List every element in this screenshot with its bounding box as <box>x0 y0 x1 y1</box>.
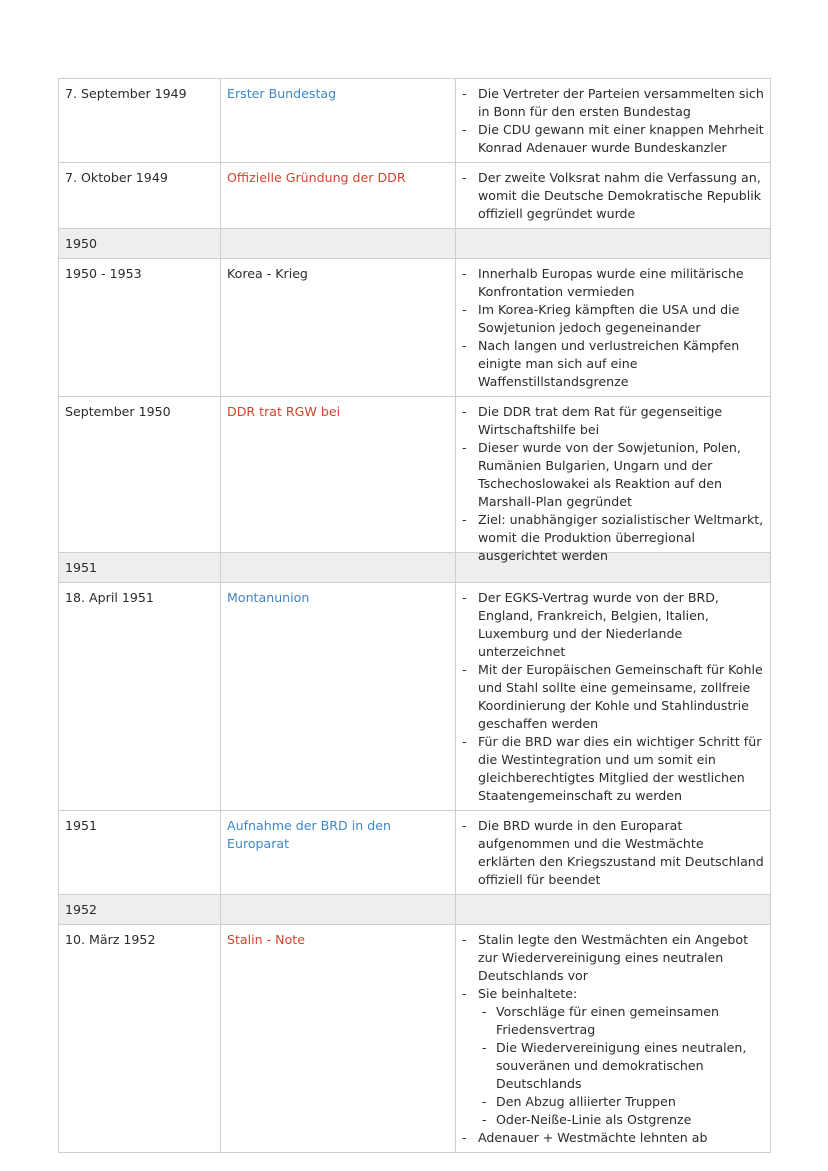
date-cell: 1951 <box>59 811 221 895</box>
date-cell: September 1950 <box>59 397 221 553</box>
event-cell: Erster Bundestag <box>221 79 456 163</box>
event-cell: Montanunion <box>221 583 456 811</box>
event-cell: DDR trat RGW bei <box>221 397 456 553</box>
table-row <box>59 163 771 229</box>
date-cell: 10. März 1952 <box>59 925 221 1153</box>
event-cell: Offizielle Gründung der DDR <box>221 163 456 229</box>
year-empty-cell <box>221 229 456 259</box>
year-empty-cell <box>456 229 771 259</box>
list-item: - Im Korea-Krieg kämpften die USA und die Sowjetunion jedoch gegeneinander <box>478 301 764 337</box>
list-item: - Die Vertreter der Parteien versammelten sich in Bonn für den ersten Bundestag <box>478 85 764 121</box>
table-row <box>59 811 771 895</box>
notes-list <box>462 169 764 223</box>
notes-cell <box>456 163 771 229</box>
event-cell: Stalin - Note <box>221 925 456 1153</box>
list-item: - Mit der Europäischen Gemeinschaft für Kohle und Stahl sollte eine gemeinsame, zollfreie Koordinierung der Kohle und Stahlindustrie geschaffen werden <box>478 661 764 733</box>
table-row <box>59 397 771 553</box>
list-item: - Der zweite Volksrat nahm die Verfassung an, womit die Deutsche Demokratische Republik offiziell gegründet wurde <box>478 169 764 223</box>
event-cell: Aufnahme der BRD in den Europarat <box>221 811 456 895</box>
date-cell: 7. Oktober 1949 <box>59 163 221 229</box>
year-label: 1952 <box>59 895 221 925</box>
table-row <box>59 79 771 163</box>
year-empty-cell <box>221 553 456 583</box>
list-item: - Der EGKS-Vertrag wurde von der BRD, England, Frankreich, Belgien, Italien, Luxemburg und der Niederlande unterzeichnet <box>478 589 764 661</box>
year-empty-cell <box>221 895 456 925</box>
timeline-table <box>58 78 771 1153</box>
notes-cell <box>456 583 771 811</box>
notes-list <box>462 931 764 1147</box>
list-item: - Die DDR trat dem Rat für gegenseitige Wirtschaftshilfe bei <box>478 403 764 439</box>
list-item: - Ziel: unabhängiger sozialistischer Weltmarkt, womit die Produktion überregional ausgerichtet werden <box>478 511 764 565</box>
year-empty-cell <box>456 895 771 925</box>
sub-list-item: - Oder-Neiße-Linie als Ostgrenze <box>496 1111 764 1129</box>
sub-list-item: - Die Wiedervereinigung eines neutralen, souveränen und demokratischen Deutschlands <box>496 1039 764 1093</box>
notes-cell <box>456 259 771 397</box>
sub-list-item: - Vorschläge für einen gemeinsamen Friedensvertrag <box>496 1003 764 1039</box>
page <box>58 78 770 1153</box>
date-cell: 1950 - 1953 <box>59 259 221 397</box>
table-row <box>59 259 771 397</box>
notes-list <box>462 589 764 805</box>
list-item <box>478 985 764 1129</box>
list-item: - Die BRD wurde in den Europarat aufgenommen und die Westmächte erklärten den Kriegszustand mit Deutschland offiziell für beendet <box>478 817 764 889</box>
notes-list <box>462 85 764 157</box>
notes-cell <box>456 397 771 563</box>
notes-cell <box>456 811 771 895</box>
list-item: - Nach langen und verlustreichen Kämpfen einigte man sich auf eine Waffenstillstandsgrenze <box>478 337 764 391</box>
notes-list <box>462 817 764 889</box>
event-cell: Korea - Krieg <box>221 259 456 397</box>
sub-list-item: - Den Abzug alliierter Truppen <box>496 1093 764 1111</box>
list-item: - Dieser wurde von der Sowjetunion, Polen, Rumänien Bulgarien, Ungarn und der Tschechoslowakei als Reaktion auf den Marshall-Plan gegründet <box>478 439 764 511</box>
year-label: 1950 <box>59 229 221 259</box>
notes-list <box>462 403 764 565</box>
notes-cell <box>456 79 771 163</box>
list-item-label: Sie beinhaltete: <box>478 986 578 1001</box>
sub-list <box>478 1003 764 1129</box>
notes-clip <box>462 403 764 563</box>
list-item: - Für die BRD war dies ein wichtiger Schritt für die Westintegration und um somit ein gleichberechtigtes Mitglied der westlichen Staatengemeinschaft zu werden <box>478 733 764 805</box>
list-item: - Innerhalb Europas wurde eine militärische Konfrontation vermieden <box>478 265 764 301</box>
list-item: - Adenauer + Westmächte lehnten ab <box>478 1129 764 1147</box>
list-item: - Stalin legte den Westmächten ein Angebot zur Wiedervereinigung eines neutralen Deutschlands vor <box>478 931 764 985</box>
notes-cell <box>456 925 771 1153</box>
table-row <box>59 583 771 811</box>
date-cell: 18. April 1951 <box>59 583 221 811</box>
notes-list <box>462 265 764 391</box>
year-row <box>59 895 771 925</box>
year-label: 1951 <box>59 553 221 583</box>
year-row <box>59 229 771 259</box>
list-item: - Die CDU gewann mit einer knappen Mehrheit Konrad Adenauer wurde Bundeskanzler <box>478 121 764 157</box>
table-row <box>59 925 771 1153</box>
date-cell: 7. September 1949 <box>59 79 221 163</box>
